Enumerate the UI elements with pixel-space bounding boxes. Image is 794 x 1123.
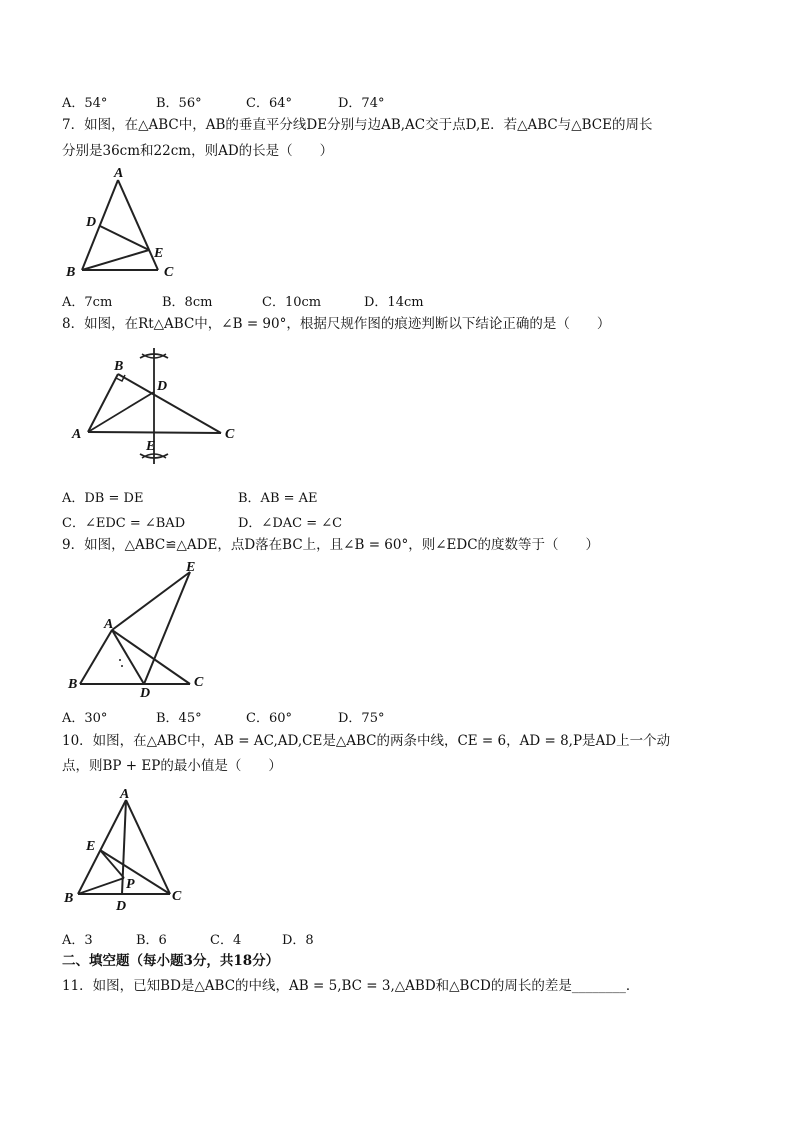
q9-side-ac (112, 630, 190, 684)
q8-option-c: C．∠EDC = ∠BAD (62, 516, 186, 531)
q7-label-b: B (66, 265, 76, 280)
q7-option-a: A．7cm (62, 295, 113, 310)
q10-option-c: C．4 (210, 933, 242, 948)
q9-option-d: D．75° (338, 711, 385, 726)
q8-label-e: E (146, 439, 156, 454)
q7-question-line2: 分别是36cm和22cm，则AD的长是（ ） (62, 143, 334, 159)
q8-label-d: D (157, 379, 168, 394)
q8-label-b: B (114, 359, 124, 374)
q10-figure (60, 786, 190, 914)
q9-dot-1 (119, 659, 121, 661)
q9-figure (62, 560, 222, 700)
q8-question-line1: 8．如图，在Rt△ABC中，∠B = 90°，根据尺规作图的痕迹判断以下结论正确的是（ ） (62, 316, 611, 332)
q9-option-a: A．30° (62, 711, 108, 726)
q9-dot-2 (121, 665, 123, 667)
q7-label-a: A (114, 166, 124, 181)
q7-segment-de (100, 226, 149, 250)
q7-option-d: D．14cm (364, 295, 424, 310)
q10-option-b: B．6 (136, 933, 167, 948)
q9-question-line1: 9．如图，△ABC≌△ADE，点D落在BC上，且∠B = 60°，则∠EDC的度数等于（ ） (62, 537, 600, 553)
q7-label-e: E (154, 246, 164, 261)
q9-option-c: C．60° (246, 711, 292, 726)
q9-label-b: B (68, 677, 78, 692)
q9-label-a: A (104, 617, 114, 632)
q6-option-b: B．56° (156, 96, 202, 111)
q7-question-line1: 7．如图，在△ABC中，AB的垂直平分线DE分别与边AB,AC交于点D,E．若△ABC与△BCE的周长 (62, 117, 653, 133)
q10-label-d: D (116, 899, 127, 914)
q10-option-d: D．8 (282, 933, 314, 948)
q11-question-line1: 11．如图，已知BD是△ABC的中线，AB = 5,BC = 3,△ABD和△BCD的周长的差是________． (62, 978, 640, 994)
q9-label-e: E (186, 560, 196, 575)
q7-label-d: D (86, 215, 97, 230)
q10-label-c: C (172, 889, 182, 904)
q10-label-e: E (86, 839, 96, 854)
q9-side-ad (112, 630, 144, 684)
q10-label-b: B (64, 891, 74, 906)
q8-label-c: C (225, 427, 235, 442)
q10-label-p: P (126, 877, 135, 892)
q10-label-a: A (120, 787, 130, 802)
q6-option-a: A．54° (62, 96, 108, 111)
section-2-title: 二、填空题（每小题3分，共18分） (62, 953, 280, 969)
q8-option-b: B．AB = AE (238, 491, 318, 506)
q9-side-ab (80, 630, 112, 684)
q6-option-c: C．64° (246, 96, 292, 111)
q10-question-line2: 点，则BP + EP的最小值是（ ） (62, 758, 282, 774)
q8-option-d: D．∠DAC = ∠C (238, 516, 343, 531)
q9-label-c: C (194, 675, 204, 690)
q8-label-a: A (72, 427, 82, 442)
q9-option-b: B．45° (156, 711, 202, 726)
q7-figure (60, 164, 190, 284)
q10-question-line1: 10．如图，在△ABC中，AB = AC,AD,CE是△ABC的两条中线，CE = 6，AD = 8,P是AD上一个动 (62, 733, 671, 749)
q7-segment-be (82, 250, 149, 270)
q8-option-a: A．DB = DE (62, 491, 144, 506)
q7-option-b: B．8cm (162, 295, 213, 310)
q7-option-c: C．10cm (262, 295, 322, 310)
q7-label-c: C (164, 265, 174, 280)
q9-label-d: D (140, 686, 151, 700)
q8-figure (66, 340, 246, 472)
q6-option-d: D．74° (338, 96, 385, 111)
q10-option-a: A．3 (62, 933, 93, 948)
